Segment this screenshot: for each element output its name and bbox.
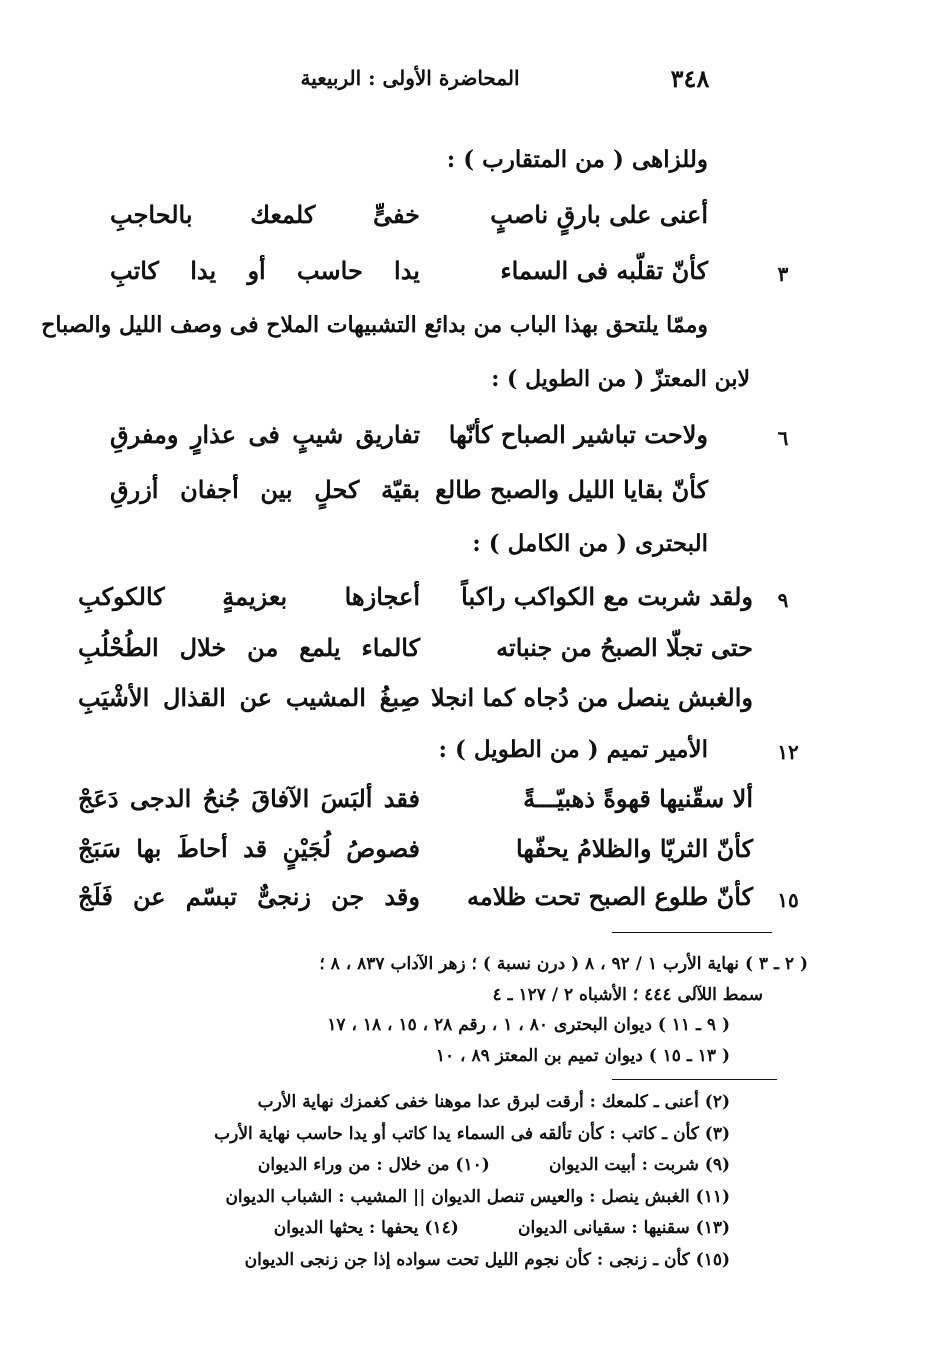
source-footnote: ( ٩ ـ ١١ ) ديوان البحترى ٨٠ ، ١ ، رقم ٢٨ ، ١٥ ، ١٨ ، ١٧ — [327, 1015, 730, 1035]
line-number: ٣ — [777, 262, 789, 286]
variant-note: (١١) الغبش ينصل : والعيس تنصل الديوان || المشيب : الشباب الديوان — [225, 1187, 730, 1207]
running-header: المحاضرة الأولى : الربيعية — [300, 66, 520, 90]
verse-hemistich-left: تفاريق شيبٍ فى عذارٍ ومفرقِ — [110, 420, 420, 449]
verse-hemistich-right: حتى تجلّا الصبحُ من جنباته — [496, 633, 753, 662]
section-intro: الأمير تميم ( من الطويل ) : — [438, 736, 708, 763]
variant-note: (٣) كأن ـ كاتب : كأن تألقه فى السماء يدا كاتب أو يدا حاسب نهاية الأرب — [214, 1124, 730, 1144]
footnote-separator — [612, 1079, 777, 1080]
section-intro: البحترى ( من الكامل ) : — [472, 530, 708, 557]
verse-hemistich-right: كأنّ طلوع الصبح تحت ظلامه — [467, 882, 753, 911]
verse-hemistich-left: فقد ألبَسَ الآفاقَ جُنحُ الدجى دَعَجْ — [78, 784, 420, 813]
section-intro: وللزاهى ( من المتقارب ) : — [446, 146, 708, 173]
verse-hemistich-left: يدا حاسب أو يدا كاتبِ — [110, 256, 420, 285]
verse-hemistich-left: أعجازها بعزيمةٍ كالكوكبِ — [78, 582, 420, 611]
prose-line: لابن المعتزّ ( من الطويل ) : — [491, 366, 750, 392]
verse-hemistich-left: كالماء يلمع من خلال الطُحْلُبِ — [78, 633, 420, 662]
variant-note: (١٣) سقنيها : سقيانى الديوان (١٤) يحفها : يحثها الديوان — [273, 1218, 730, 1238]
line-number: ١٢ — [777, 740, 799, 764]
variant-note: (٩) شربت : أبيت الديوان (١٠) من خلال : من وراء الديوان — [257, 1155, 730, 1175]
verse-hemistich-right: كأنّ تقلّبه فى السماء — [500, 256, 708, 285]
variant-note: (٢) أعنى ـ كلمعك : أرقت لبرق عدا موهنا خفى كغمزك نهاية الأرب — [257, 1092, 730, 1112]
verse-hemistich-left: وقد جن زنجىٌّ تبسّم عن فَلَجْ — [78, 882, 420, 911]
verse-hemistich-right: كأنّ بقايا الليل والصبح طالع — [435, 475, 708, 504]
line-number: ٩ — [777, 588, 789, 612]
verse-hemistich-left: صِبغُ المشيب عن القذال الأشْيَبِ — [78, 683, 420, 712]
source-footnote: سمط اللآلى ٤٤٤ ؛ الأشباه ٢ / ١٢٧ ـ ٤ — [492, 985, 763, 1005]
verse-hemistich-left: بقيّة كحلٍ بين أجفان أزرقِ — [110, 475, 420, 504]
source-footnote: ( ٢ ـ ٣ ) نهاية الأرب ١ / ٩٢ ، ٨ ( درن نسبة ) ؛ زهر الآداب ٨٣٧ ، ٨ ؛ — [319, 954, 808, 974]
line-number: ٦ — [777, 426, 789, 450]
verse-hemistich-right: والغبش ينصل من دُجاه كما انجلا — [431, 683, 753, 712]
verse-hemistich-left: خفىٍّ كلمعك بالحاجبِ — [110, 200, 420, 229]
verse-hemistich-right: أعنى على بارقٍ ناصبٍ — [490, 200, 708, 229]
verse-hemistich-right: ألا سقّنيها قهوةً ذهبيّـــةً — [523, 784, 753, 813]
footnote-separator — [612, 932, 772, 933]
line-number: ١٥ — [777, 888, 799, 912]
verse-hemistich-right: ولقد شربت مع الكواكب راكباً — [461, 582, 753, 611]
page-number: ٣٤٨ — [670, 64, 710, 93]
verse-hemistich-right: كأنّ الثريّا والظلامُ يحفّها — [515, 834, 753, 863]
prose-line: وممّا يلتحق بهذا الباب من بدائع التشبيهات الملاح فى وصف الليل والصباح — [41, 312, 708, 338]
verse-hemistich-right: ولاحت تباشير الصباح كأنّها — [448, 420, 708, 449]
verse-hemistich-left: فصوصُ لُجَيْنٍ قد أحاطَ بها سَبَجْ — [78, 834, 420, 863]
variant-note: (١٥) كأن ـ زنجى : كأن نجوم الليل تحت سواده إذا جن زنجى الديوان — [244, 1250, 730, 1270]
source-footnote: ( ١٣ ـ ١٥ ) ديوان تميم بن المعتز ٨٩ ، ١٠ — [435, 1046, 730, 1066]
